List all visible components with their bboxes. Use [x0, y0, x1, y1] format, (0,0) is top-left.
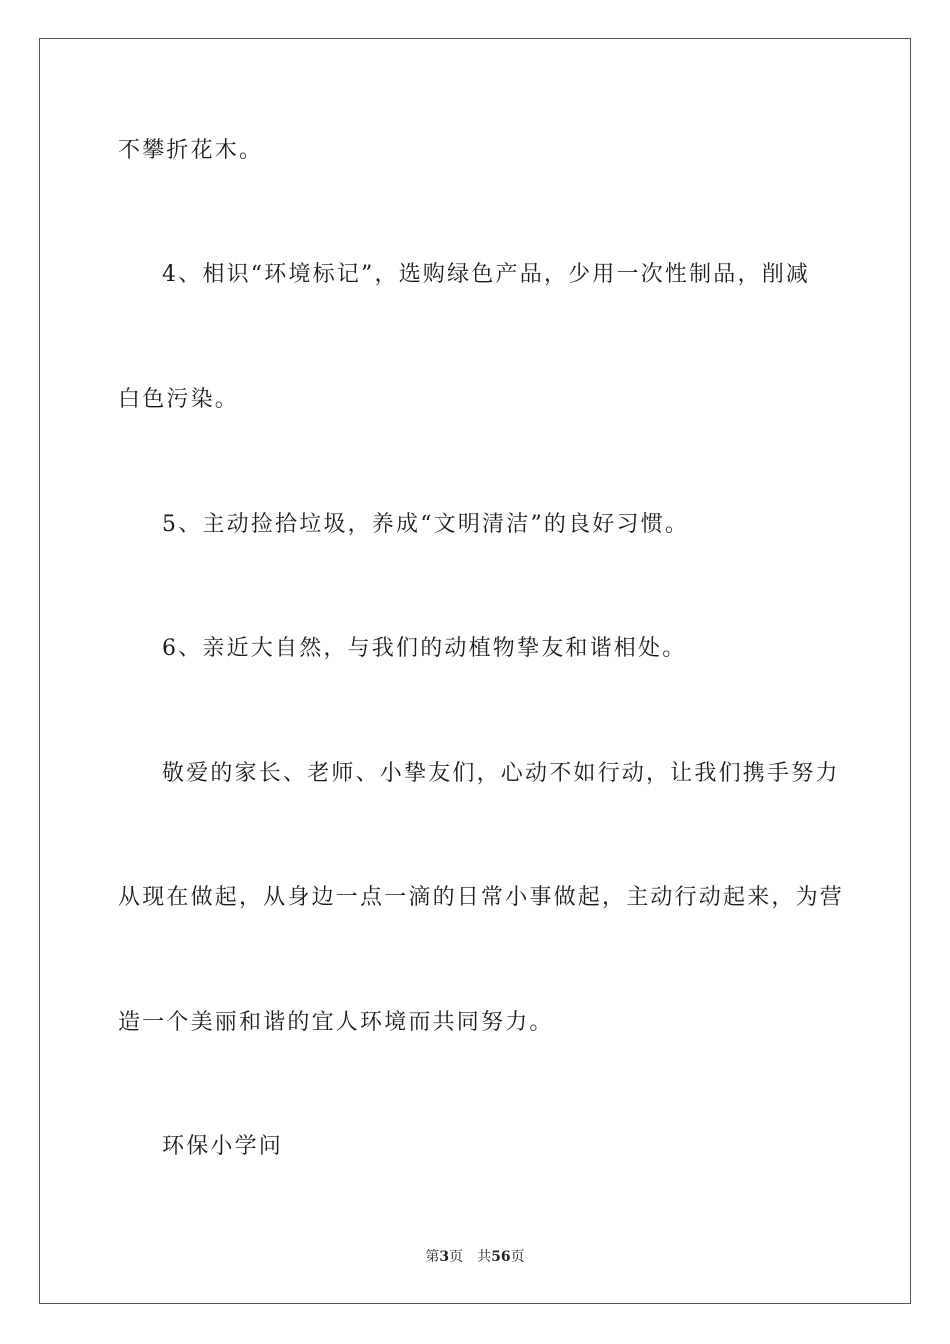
footer-total-prefix: 共: [477, 1249, 492, 1265]
text-line-1: 不攀折花木。: [118, 138, 264, 163]
footer-page-suffix: 页: [449, 1249, 464, 1265]
text-line-2: 4、相识“环境标记”，选购绿色产品，少用一次性制品，削减: [162, 262, 811, 287]
page-footer: [0, 1248, 950, 1266]
footer-total-suffix: 页: [510, 1249, 525, 1265]
text-line-5: 6、亲近大自然，与我们的动植物挚友和谐相处。: [162, 636, 687, 661]
text-line-4: 5、主动捡拾垃圾，养成“文明清洁”的良好习惯。: [162, 512, 690, 537]
footer-page-prefix: 第: [425, 1249, 440, 1265]
footer-page-number: 3: [439, 1249, 450, 1265]
text-line-9: 环保小学问: [162, 1134, 284, 1159]
text-line-8: 造一个美丽和谐的宜人环境而共同努力。: [118, 1010, 554, 1035]
text-line-3: 白色污染。: [118, 387, 240, 412]
text-line-6: 敬爱的家长、老师、小挚友们，心动不如行动，让我们携手努力: [162, 761, 840, 786]
page-border: [39, 38, 911, 1304]
text-line-7: 从现在做起，从身边一点一滴的日常小事做起，主动行动起来，为营: [118, 885, 845, 910]
footer-total-pages: 56: [491, 1249, 511, 1265]
